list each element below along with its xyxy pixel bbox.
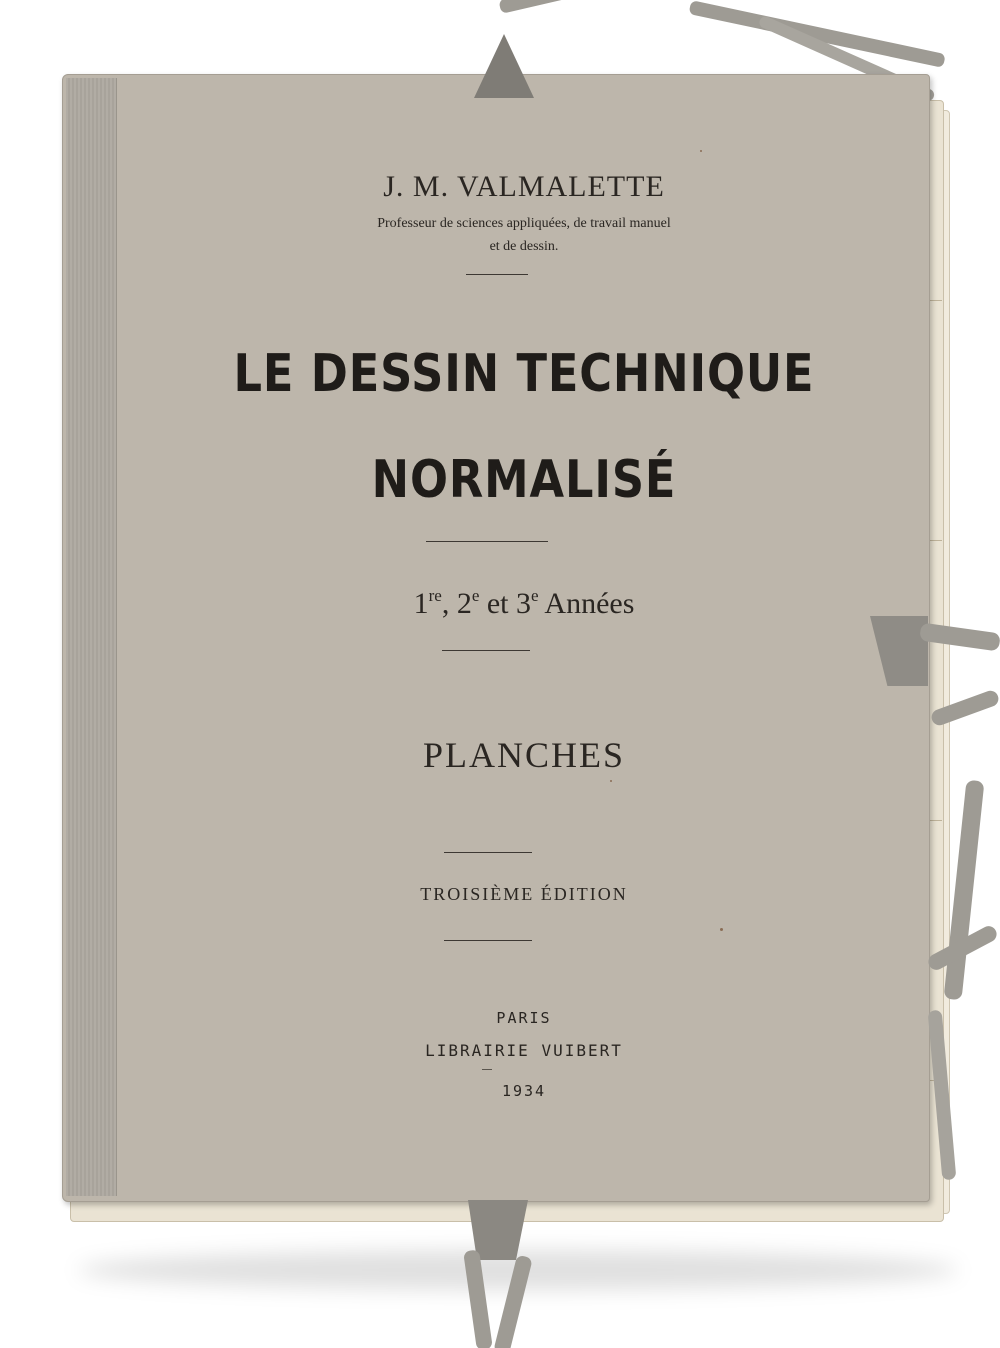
divider-rule xyxy=(426,541,548,542)
divider-rule-small xyxy=(482,1069,492,1070)
author-affiliation-line-2: et de dessin. xyxy=(489,239,559,254)
cover-text-block xyxy=(120,74,928,1200)
title-line-2: NORMALISÉ xyxy=(371,450,677,510)
year-2-suffix: e xyxy=(471,586,480,605)
year-3-number: 3 xyxy=(516,587,532,620)
years-line xyxy=(120,586,928,621)
divider-rule xyxy=(444,852,532,853)
publisher-city: PARIS xyxy=(496,1009,552,1027)
edition-label: TROISIÈME ÉDITION xyxy=(420,884,628,904)
page-edge-line xyxy=(930,300,942,301)
page-edge-line xyxy=(930,820,942,821)
subtitle-planches: PLANCHES xyxy=(422,735,626,775)
years-conjunction: et xyxy=(479,587,517,620)
title-line-1: LE DESSIN TECHNIQUE xyxy=(233,344,815,404)
divider-rule xyxy=(444,940,532,941)
publisher-name: LIBRAIRIE VUIBERT xyxy=(425,1041,623,1060)
year-3-suffix: e xyxy=(531,586,539,605)
years-separator: , xyxy=(441,587,457,620)
divider-rule xyxy=(466,274,528,275)
years-label: Années xyxy=(538,587,635,620)
cloth-spine xyxy=(66,78,117,1196)
author-name: J. M. VALMALETTE xyxy=(383,170,665,203)
top-ribbon-tie xyxy=(498,0,716,14)
year-1-number: 1 xyxy=(413,587,429,620)
year-1-suffix: re xyxy=(428,586,442,605)
top-ribbon-tie xyxy=(689,0,946,68)
year-2-number: 2 xyxy=(456,587,472,620)
page-edge-line xyxy=(930,540,942,541)
author-affiliation-line-1: Professeur de sciences appliquées, de travail manuel xyxy=(377,216,671,231)
publication-year: 1934 xyxy=(501,1082,547,1100)
divider-rule xyxy=(442,650,530,651)
